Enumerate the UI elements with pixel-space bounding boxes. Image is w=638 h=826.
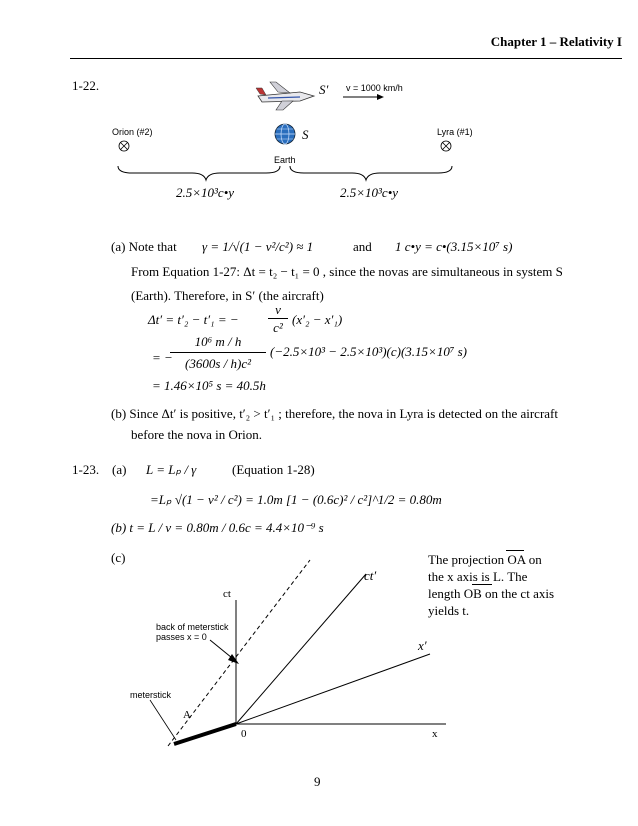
projection-text-4: yields t.	[428, 603, 470, 618]
problem-number-1-22: 1-22.	[72, 78, 100, 93]
part-a-prefix: (a) Note that	[111, 239, 177, 254]
equation-3-result: = 1.46×10⁵ s = 40.5h	[152, 378, 266, 393]
orion-star-icon	[119, 141, 129, 151]
equation-2-fraction-bar	[170, 352, 266, 353]
equation-2-rhs: (−2.5×10³ − 2.5×10³)(c)(3.15×10⁷ s)	[270, 344, 467, 359]
right-brace	[290, 166, 452, 180]
velocity-label: v = 1000 km/h	[346, 83, 403, 93]
contraction-calculation: =Lₚ √(1 − v² / c²) = 1.0m [1 − (0.6c)² / c²]^1/2 = 0.80m	[150, 492, 442, 507]
contraction-equation: L = Lₚ / γ	[146, 462, 197, 477]
projection-text-3: length OB on the ct axis	[428, 586, 555, 601]
part-b-line1: (b) Since Δt′ is positive, t′₂ > t′₁ ; therefore, the nova in Lyra is detected on the aircraft	[111, 406, 558, 421]
point-a-label: A	[183, 709, 191, 721]
left-distance-label: 2.5×10³c•y	[176, 185, 235, 200]
part-c-label: (c)	[111, 550, 126, 565]
back-of-meterstick-label: back of meterstick	[156, 622, 229, 632]
part-b-line2: before the nova in Orion.	[131, 427, 263, 442]
axis-label-x-prime: x′	[418, 638, 427, 653]
earth-globe-icon	[275, 124, 295, 144]
lyra-star-icon	[441, 141, 451, 151]
meterstick-label: meterstick	[130, 690, 172, 700]
axis-label-x: x	[432, 728, 438, 740]
equation-1-fraction-bar	[268, 318, 288, 319]
equation-1-denominator: c²	[273, 320, 283, 335]
velocity-arrow-icon	[343, 94, 384, 100]
projection-text-2: the x axis is L. The	[428, 569, 528, 584]
orion-label: Orion (#2)	[112, 127, 153, 137]
chapter-header: Chapter 1 – Relativity I	[490, 34, 622, 49]
ct-prime-axis	[236, 574, 366, 724]
lyra-label: Lyra (#1)	[437, 127, 473, 137]
airplane-icon	[256, 82, 314, 110]
axis-label-ct-prime: ct′	[364, 568, 377, 583]
part-a-line3: (Earth). Therefore, in S′ (the aircraft)	[131, 288, 324, 303]
meterstick-label-arrow	[150, 700, 176, 740]
equation-1-rhs: (x′₂ − x′₁)	[292, 312, 343, 327]
equation-2-numerator: 10⁶ m / h	[194, 334, 242, 349]
oa-overline	[506, 550, 524, 551]
problem-number-1-23: 1-23.	[72, 462, 100, 477]
frame-s-prime-label: S′	[319, 82, 329, 97]
gamma-expression: γ = 1/√(1 − v²/c²) ≈ 1	[202, 239, 314, 254]
equation-1-numerator: v	[275, 302, 281, 317]
right-distance-label: 2.5×10³c•y	[340, 185, 399, 200]
x-prime-axis	[236, 654, 430, 724]
earth-label: Earth	[274, 155, 296, 165]
equation-2-equals: = −	[152, 350, 173, 365]
meterstick-bar	[174, 724, 236, 744]
frame-s-label: S	[302, 127, 309, 142]
passes-origin-label: passes x = 0	[156, 632, 207, 642]
page-number: 9	[314, 774, 321, 789]
origin-label: 0	[241, 728, 247, 740]
axis-label-ct: ct	[223, 588, 231, 600]
part-a-and: and	[353, 239, 372, 254]
part-a-line2: From Equation 1-27: Δt = t₂ − t₁ = 0 , since the novas are simultaneous in system S	[131, 264, 563, 279]
projection-text-1: The projection OA on	[428, 552, 542, 567]
equation-reference: (Equation 1-28)	[232, 462, 315, 477]
equation-1-lhs: Δt′ = t′₂ − t′₁ = −	[148, 312, 239, 327]
equation-2-denominator: (3600s / h)c²	[185, 356, 251, 371]
spacetime-diagram	[150, 560, 446, 746]
light-year-expression: 1 c•y = c•(3.15×10⁷ s)	[395, 239, 513, 254]
part-b-time-equation: (b) t = L / v = 0.80m / 0.6c = 4.4×10⁻⁹ s	[111, 520, 324, 535]
ob-overline	[472, 584, 492, 585]
left-brace	[118, 166, 280, 180]
part-a-label-1-23: (a)	[112, 462, 127, 477]
